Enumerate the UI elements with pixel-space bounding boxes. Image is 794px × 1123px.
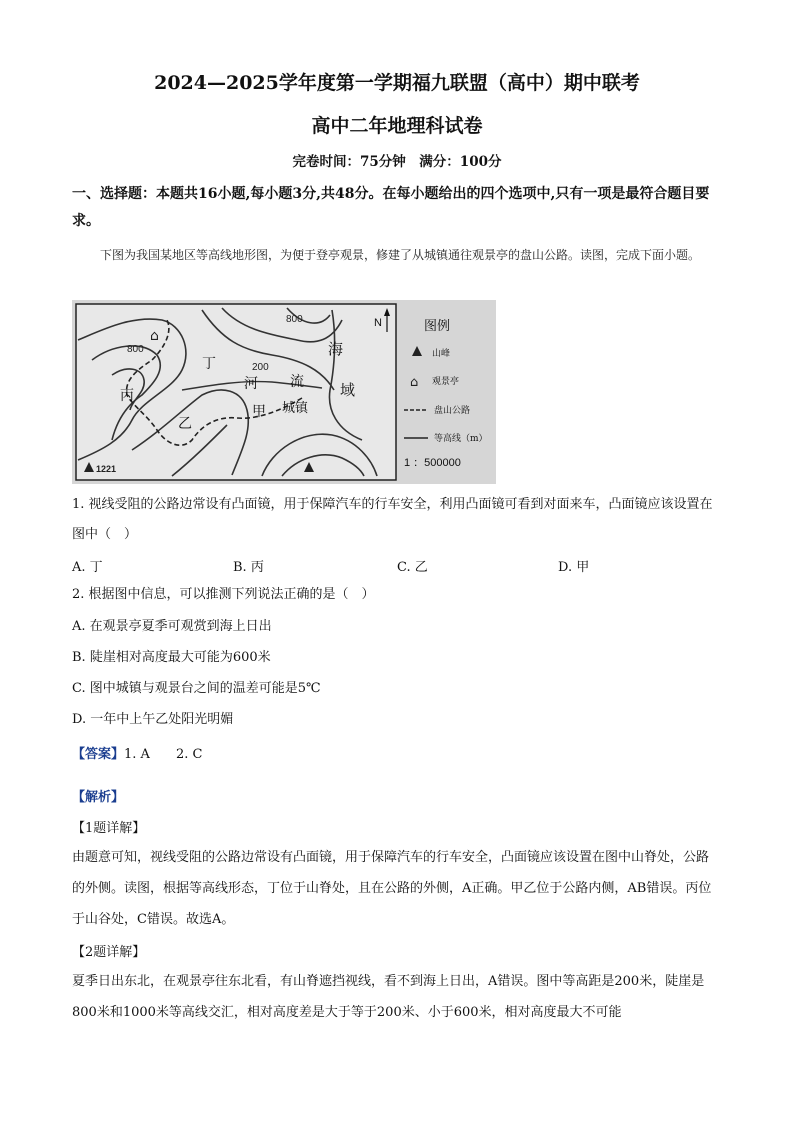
question-2-text: 2. 根据图中信息，可以推测下列说法正确的是（ ） [72, 587, 375, 602]
question-intro: 下图为我国某地区等高线地形图，为便于登亭观景，修建了从城镇通往观景亭的盘山公路。读图，完成下面小题。 [100, 248, 701, 262]
legend-title: 图例 [424, 319, 451, 334]
q2-analysis-text: 夏季日出东北，在观景亭往东北看，有山脊遮挡视线，看不到海上日出，A错误。图中等高距是200米，陡崖是800米和1000米等高线交汇，相对高度差是大于等于200米、小于600米，相对高度最大不可能 [72, 974, 705, 1020]
label-jia: 甲 [252, 404, 266, 420]
exam-title: 2024—2025学年度第一学期福九联盟（高中）期中联考 [154, 72, 640, 94]
label-sea: 域 [340, 381, 356, 399]
contour-map [72, 300, 496, 484]
q1-option-c: C. 乙 [397, 560, 428, 575]
question-1-text: 1. 视线受阻的公路边常设有凸面镜，用于保障汽车的行车安全，利用凸面镜可看到对面来车，凸面镜应该设置在图中（ ） [72, 497, 713, 542]
answer-label: 【答案】 [72, 747, 125, 762]
contour-label-200: 200 [252, 362, 269, 373]
legend-contour-label: 等高线（m） [434, 434, 488, 444]
map-scale: 1 ：500000 [404, 457, 461, 469]
contour-label-800: 800 [286, 314, 303, 325]
legend-road-label: 盘山公路 [434, 406, 471, 416]
legend-pavilion-label: 观景亭 [432, 377, 460, 387]
analysis-label: 【解析】 [72, 790, 125, 805]
q1-option-a: A. 丁 [72, 560, 103, 575]
label-bing: 丙 [120, 388, 134, 404]
q1-option-b: B. 丙 [233, 560, 264, 575]
q2-option-a: A. 在观景亭夏季可观赏到海上日出 [72, 619, 272, 634]
q1-option-d: D. 甲 [558, 560, 590, 575]
q1-analysis-text: 由题意可知，视线受阻的公路边常设有凸面镜，用于保障汽车的行车安全，凸面镜应该设置在图中山脊处，公路的外侧。读图，根据等高线形态，丁位于山脊处，且在公路的外侧，A正确。甲乙位于公路内侧，AB错误。丙位于山谷处，C错误。故选A。 [72, 850, 712, 927]
q2-analysis-label: 【2题详解】 [72, 945, 146, 960]
contour-label-800: 800 [127, 344, 144, 355]
q2-option-c: C. 图中城镇与观景台之间的温差可能是5℃ [72, 681, 321, 696]
question-1-options [72, 556, 722, 576]
pavilion-icon: ⌂ [150, 328, 159, 344]
contour-map-svg [72, 300, 496, 484]
label-town: 城镇 [282, 401, 309, 416]
legend-peak-label: 山峰 [432, 349, 451, 359]
q2-option-d: D. 一年中上午乙处阳光明媚 [72, 712, 234, 727]
north-label: N [374, 317, 382, 329]
label-yi: 乙 [178, 416, 192, 432]
label-ding: 丁 [202, 356, 216, 372]
q1-analysis-label: 【1题详解】 [72, 821, 146, 836]
exam-subtitle: 高中二年地理科试卷 [311, 115, 483, 137]
answer-row [72, 743, 202, 762]
peak-elevation-label: 1221 [96, 464, 117, 474]
exam-info: 完卷时间：75分钟 满分：100分 [292, 154, 502, 170]
label-river: 河 [244, 376, 258, 392]
section-heading: 一、选择题：本题共16小题,每小题3分,共48分。在每小题给出的四个选项中,只有一项是最符合题目要求。 [72, 186, 710, 229]
legend-pavilion-icon: ⌂ [410, 375, 419, 390]
label-sea: 海 [328, 340, 344, 358]
label-river: 流 [290, 374, 304, 390]
answer-value: 1. A 2. C [124, 747, 203, 762]
q2-option-b: B. 陡崖相对高度最大可能为600米 [72, 650, 271, 665]
